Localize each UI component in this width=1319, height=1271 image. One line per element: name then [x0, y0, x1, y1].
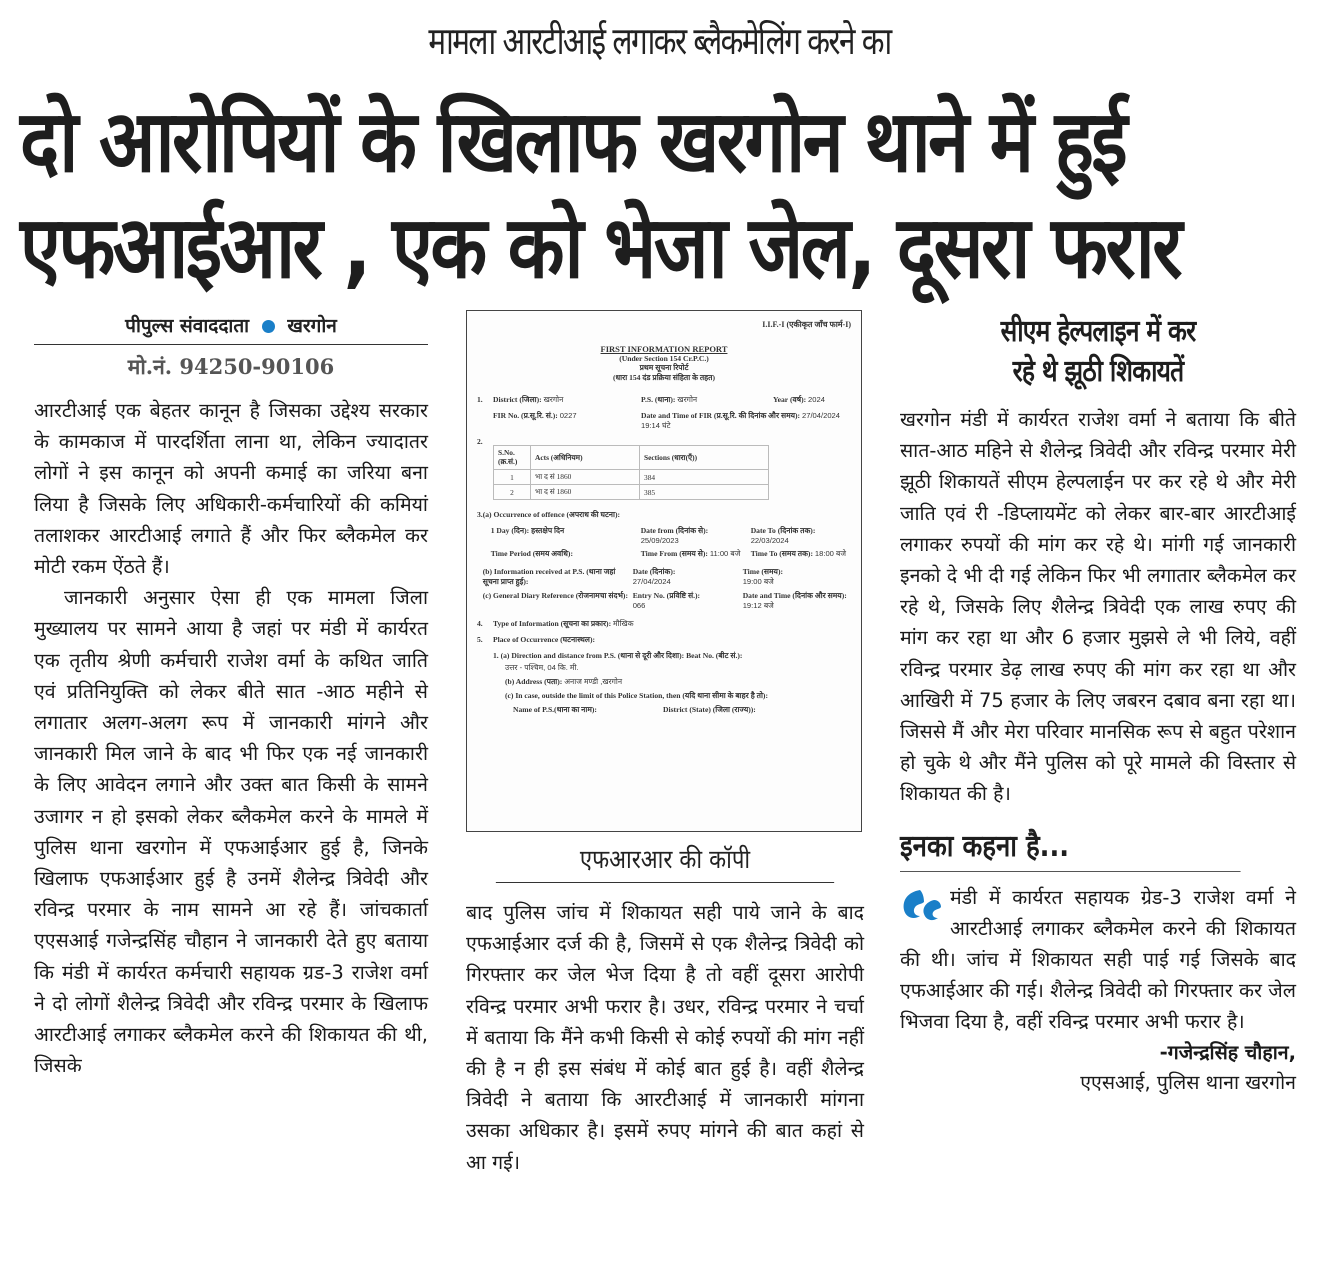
- reporter-name: पीपुल्स संवाददाता: [125, 315, 250, 337]
- subheading-line-2: रहे थे झूठी शिकायतें: [1012, 354, 1184, 389]
- sub-label: (b): [482, 567, 492, 576]
- gd-datetime-value: 19:12 बजे: [742, 601, 774, 610]
- quote-mark-icon: [900, 886, 944, 926]
- info-date-value: 27/04/2024: [632, 577, 671, 586]
- fir-subtitle-hindi: (धारा 154 दंड प्रक्रिया संहिता के तहत): [612, 373, 716, 382]
- fir-subtitle: (Under Section 154 Cr.P.C.): [619, 354, 709, 363]
- table-row: [494, 485, 769, 500]
- table-header-row: [494, 446, 769, 470]
- fir-section-2: [477, 437, 851, 500]
- info-date-label: Date (दिनांक):: [632, 567, 676, 576]
- direction-value: उत्तर - पश्चिम, 04 कि. मी.: [505, 663, 579, 672]
- ps-value: खरगोन: [677, 395, 698, 404]
- year-value: 2024: [808, 395, 825, 404]
- byline: [34, 312, 428, 345]
- district-label: District (जिला):: [493, 395, 542, 404]
- article-paragraph-1: आरटीआई एक बेहतर कानून है जिसका उद्देश्य सरकार के कामकाज में पारदर्शिता लाना था, लेकिन ज्यादातर लोगों ने इस कानून को अपनी कमाई का जरिया बना लिया है जिसके लिए अधिकारी-कर्मचारियों की कमियां तलाशकर आरटीआई लगाते हैं और फिर ब्लैकमेल कर मोटी रकम ऐंठते हैं।: [34, 399, 428, 579]
- table-cell: 385: [640, 485, 769, 500]
- sub-label: (c): [482, 591, 492, 600]
- date-to-label: Date To (दिनांक तक):: [750, 526, 816, 535]
- address-label: (b) Address (पता):: [505, 677, 563, 686]
- district-value: खरगोन: [543, 395, 564, 404]
- ps-label: P.S. (थाना):: [641, 395, 676, 404]
- table-cell: भा द सं 1860: [531, 470, 640, 485]
- time-to-value: 18:00 बजे: [814, 549, 846, 558]
- table-header: S.No. (क्र.सं.): [494, 446, 531, 470]
- reporter-phone: मो.नं. 94250-90106: [127, 354, 335, 379]
- quote-block: [900, 882, 1296, 1098]
- signature-name: -गजेन्द्रसिंह चौहान,: [1159, 1040, 1296, 1064]
- fir-section-4: [477, 619, 851, 629]
- outside-limit-label: (c) In case, outside the limit of this Police Station, then (यदि थाना सीमा के बाहर है तो):: [505, 691, 768, 700]
- fir-datetime-value: 27/04/2024 19:14 घंटे: [641, 411, 841, 430]
- fir-title-hindi: प्रथम सूचना रिपोर्ट: [639, 363, 689, 372]
- main-headline-line-1: दो आरोपियों के खिलाफ खरगोन थाने में हुई: [20, 92, 1126, 192]
- subheading-line-1: सीएम हेल्पलाइन में कर: [1000, 314, 1196, 349]
- entry-value: 066: [632, 601, 646, 610]
- info-received-label: Information received at P.S. (थाना जहां सूचना प्राप्त हुई):: [482, 567, 616, 586]
- occurrence-label: Occurrence of offence (अपराध की घटना):: [493, 510, 621, 519]
- byline-city: खरगोन: [287, 315, 337, 337]
- middle-column: [466, 310, 864, 1178]
- fir-document-image: [466, 310, 862, 832]
- fir-section-5: [477, 635, 851, 715]
- fir-section-num: 4.: [477, 619, 483, 628]
- fir-section-num: 2.: [477, 437, 483, 446]
- district-state-label: District (State) (जिला (राज्य)):: [663, 705, 756, 714]
- info-time-value: 19:00 बजे: [742, 577, 774, 586]
- time-from-label: Time From (समय से):: [640, 549, 708, 558]
- date-from-label: Date from (दिनांक से):: [640, 526, 709, 535]
- info-time-label: Time (समय):: [742, 567, 784, 576]
- gd-label: General Diary Reference (रोजनामचा संदर्भ):: [493, 591, 628, 600]
- table-cell: 1: [494, 470, 531, 485]
- quote-text: मंडी में कार्यरत सहायक ग्रेड-3 राजेश वर्मा ने आरटीआई लगाकर ब्लैकमेल करने की शिकायत की थी। जांच में शिकायत सही पाई गई जिसके बाद एफआईआर की गई। शैलेन्द्र त्रिवेदी को गिरफ्तार कर जेल भिजवा दिया है, वहीं रविन्द्र परमार अभी फरार है।: [900, 885, 1296, 1034]
- ps-name-label: Name of P.S.(थाना का नाम):: [513, 705, 597, 714]
- quote-signature: [900, 1038, 1296, 1098]
- signature-title: एएसआई, पुलिस थाना खरगोन: [1080, 1070, 1296, 1094]
- fir-section-num: 3.: [477, 510, 483, 519]
- right-article-text: खरगोन मंडी में कार्यरत राजेश वर्मा ने बताया कि बीते सात-आठ महिने से शैलेन्द्र त्रिवेदी और रविन्द्र परमार मेरी झूठी शिकायतें सीएम हेल्पलाईन पर कर रहे थे और मेरी जाति एवं री -डिप्लायमेंट को लेकर बार-बार आरटीआई लगाकर रुपयों की मांग कर रहे थे। मांगी गई जानकारी इनको दे भी दी गई लेकिन फिर भी लगातार ब्लैकमेल कर रहे थे, जिसके लिए शैलेन्द्र त्रिवेदी एक लाख रुपए की मांग कर रहा था और 6 हजार मुझसे ले भी लिये, वहीं रविन्द्र परमार डेढ़ लाख रुपए की मांग कर रहा था और आखिरी में 75 हजार के लिए जबरन दबाव बना रहा था। जिससे मैं और मेरा परिवार मानसिक रूप से बहुत परेशान हो चुके थे और मैंने पुलिस को पूरे मामले की विस्तार से शिकायत की है।: [900, 408, 1296, 806]
- entry-label: Entry No. (प्रविष्टि सं.):: [632, 591, 701, 600]
- table-row: [494, 470, 769, 485]
- time-period-label: Time Period (समय अवधि):: [490, 549, 573, 558]
- fir-section-3: [477, 510, 851, 611]
- table-header: Sections (धारा(एँ)): [640, 446, 769, 470]
- direction-label: 1. (a) Direction and distance from P.S. (थाना से दूरी और दिशा):: [493, 651, 685, 660]
- acts-table: [493, 445, 769, 500]
- place-label: Place of Occurrence (घटनास्थल):: [493, 635, 596, 644]
- subheading: [936, 312, 1261, 392]
- info-type-label: Type of Information (सूचना का प्रकार):: [493, 619, 612, 628]
- fir-no-value: 0227: [559, 411, 577, 420]
- table-header: Acts (अधिनियम): [531, 446, 640, 470]
- fir-section-num: 5.: [477, 635, 483, 644]
- left-column: [34, 312, 428, 1081]
- fir-title: FIRST INFORMATION REPORT: [600, 344, 728, 354]
- kicker-headline: मामला आरटीआई लगाकर ब्लैकमेलिंग करने का: [428, 19, 891, 63]
- date-from-value: 25/09/2023: [640, 536, 679, 545]
- date-to-value: 22/03/2024: [750, 536, 789, 545]
- fir-no-label: FIR No. (प्र.सू.रि. सं.):: [493, 411, 558, 420]
- address-value: अनाज मण्डी ,खरगोन: [564, 677, 623, 686]
- fir-section-1: [477, 395, 851, 431]
- time-to-label: Time To (समय तक):: [750, 549, 813, 558]
- table-cell: भा द सं 1860: [531, 485, 640, 500]
- main-headline-line-2: एफआईआर , एक को भेजा जेल, दूसरा फरार: [20, 198, 1180, 298]
- year-label: Year (वर्ष):: [773, 395, 807, 404]
- table-cell: 2: [494, 485, 531, 500]
- time-from-value: 11:00 बजे: [709, 549, 741, 558]
- info-type-value: मौखिक: [613, 619, 634, 628]
- fir-caption: एफआरआर की कॉपी: [496, 840, 834, 883]
- beat-label: Beat No. (बीट सं.):: [686, 651, 743, 660]
- fir-form-id: I.I.F.-I (एकीकृत जाँच फार्म-I): [762, 320, 851, 329]
- table-cell: 384: [640, 470, 769, 485]
- fir-datetime-label: Date and Time of FIR (प्र.सू.रि. की दिनांक और समय):: [641, 411, 801, 420]
- bullet-dot-icon: [262, 320, 275, 333]
- day-label: 1 Day (दिन): हस्तक्षेप दिन: [490, 526, 565, 535]
- right-column: [900, 312, 1296, 1098]
- quote-heading: इनका कहना है...: [900, 824, 1241, 872]
- fir-section-num: 1.: [477, 395, 483, 404]
- middle-article-text: बाद पुलिस जांच में शिकायत सही पाये जाने के बाद एफआईआर दर्ज की है, जिसमें से एक शैलेन्द्र त्रिवेदी को गिरफ्तार कर जेल भेज दिया है तो वहीं दूसरा आरोपी रविन्द्र परमार अभी फरार है। उधर, रविन्द्र परमार ने चर्चा में बताया कि मैंने कभी किसी से कोई रुपयों की मांग नहीं की है न ही इस संबंध में कोई बात हुई है। वहीं शैलेन्द्र त्रिवेदी ने बताया कि आरटीआई में जानकारी मांगना उसका अधिकार है। इसमें रुपए मांगने की बात कहां से आ गई।: [466, 901, 864, 1174]
- article-paragraph-2: जानकारी अनुसार ऐसा ही एक मामला जिला मुख्यालय पर सामने आया है जहां पर मंडी में कार्यरत एक तृतीय श्रेणी कर्मचारी राजेश वर्मा के कथित जाति एवं प्रतिनियुक्ति को लेकर बीते सात -आठ महीने से लगातार अलग-अलग रूप में जानकारी मांगने और जानकारी मिल जाने के बाद भी फिर एक नई जानकारी के लिए आवेदन लगाने और उक्त बात किसी के सामने उजागर न हो इसको लेकर ब्लैकमेल करने के मामले में पुलिस थाना खरगोन में एफआईआर हुई है, जिनके खिलाफ एफआईआर हुई है उनमें शैलेन्द्र त्रिवेदी और रविन्द्र परमार के नाम सामने आ रहे हैं। जांचकार्ता एएसआई गजेन्द्रसिंह चौहान ने जानकारी देते हुए बताया कि मंडी में कार्यरत कर्मचारी सहायक ग्रड-3 राजेश वर्मा ने दो लोगों शैलेन्द्र त्रिवेदी और रविन्द्र परमार के खिलाफ आरटीआई लगाकर ब्लैकमेल करने की शिकायत की थी, जिसके: [34, 586, 428, 1078]
- sub-label: (a): [482, 510, 492, 519]
- gd-datetime-label: Date and Time (दिनांक और समय):: [742, 591, 847, 600]
